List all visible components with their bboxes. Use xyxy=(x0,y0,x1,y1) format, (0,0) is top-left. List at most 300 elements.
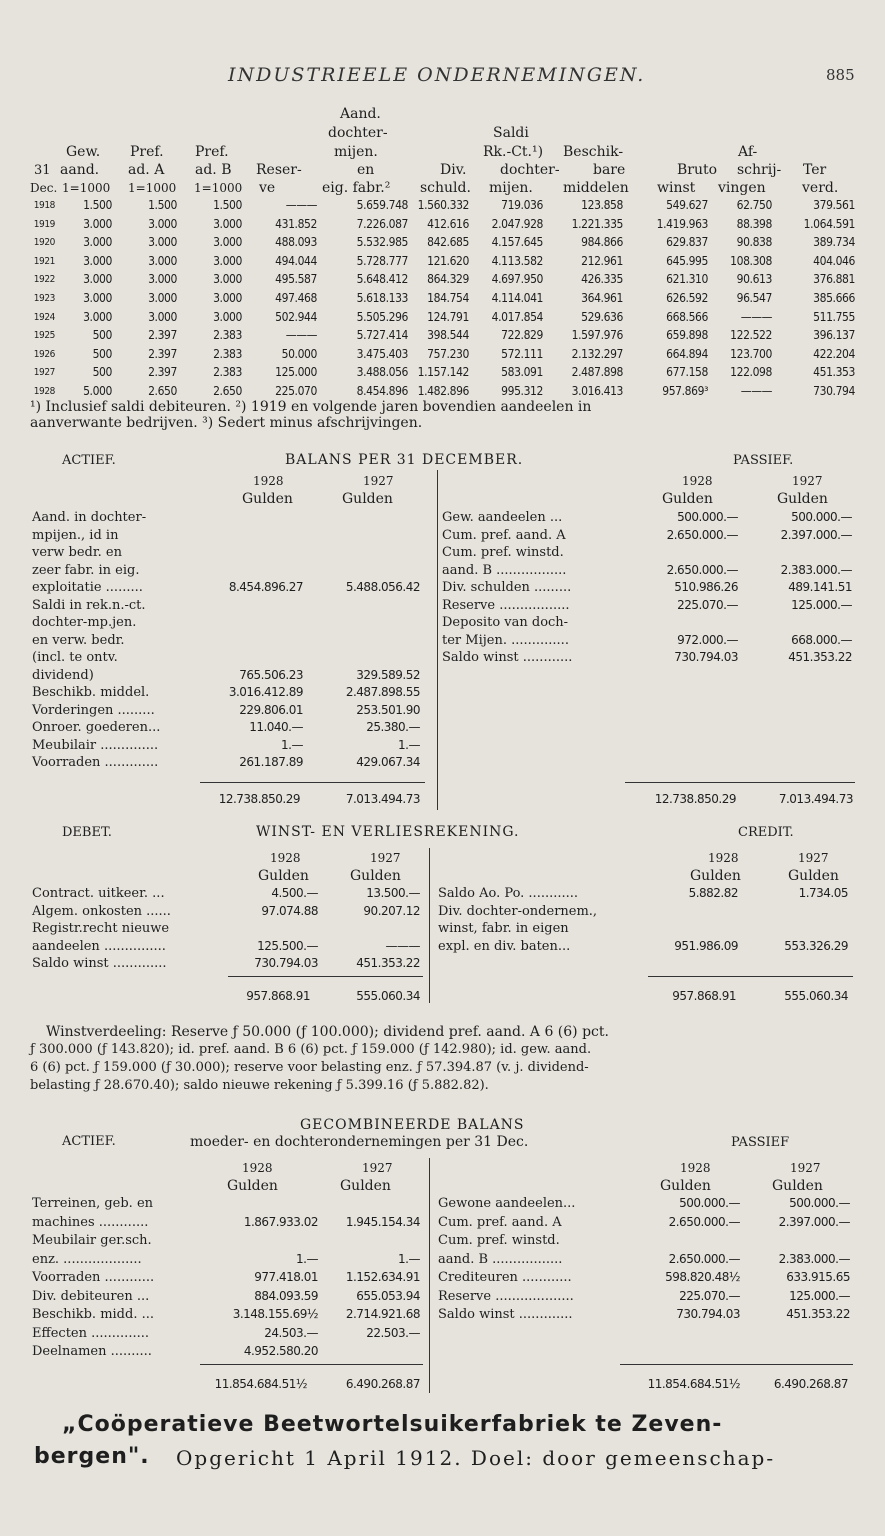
table-cell: 122.098 xyxy=(730,365,772,380)
table-cell: 3.475.403 xyxy=(356,346,408,361)
ledger-value: 2.650.000.— xyxy=(666,562,738,577)
gulden-1927: Gulden xyxy=(342,491,393,507)
table-cell: 4.114.041 xyxy=(491,291,543,305)
table-cell: 389.734 xyxy=(813,235,855,250)
winst-title: WINST- EN VERLIESREKENING. xyxy=(256,824,520,840)
table-cell: 4.017.854 xyxy=(491,309,543,324)
winstverdeeling-line-3: 6 (6) pct. ƒ 159.000 (ƒ 30.000); reserve voor belasting enz. ƒ 57.394.87 (v. j. dividend- xyxy=(30,1060,589,1075)
table-cell: 2.650 xyxy=(148,384,177,398)
table-cell: 121.620 xyxy=(427,253,469,268)
table-cell: 108.308 xyxy=(730,253,772,268)
winst-gulden-1928: Gulden xyxy=(258,868,309,884)
ledger-value: 730.794.03 xyxy=(254,956,318,970)
ledger-label: exploitatie ......... xyxy=(32,580,143,595)
table-cell: 500 xyxy=(92,328,112,343)
col-header-schrij: schrij- xyxy=(737,162,782,178)
table-cell: 96.547 xyxy=(736,291,772,305)
ledger-value: 500.000.— xyxy=(789,1196,850,1210)
table-cell: 549.627 xyxy=(666,198,708,212)
table-cell: 995.312 xyxy=(501,384,543,398)
winst-total-right-1927: 555.060.34 xyxy=(784,989,848,1003)
table-cell: 502.944 xyxy=(275,309,317,324)
col-header-af: Af- xyxy=(738,144,758,160)
ledger-label: ter Mijen. .............. xyxy=(442,632,569,648)
ledger-label: Terreinen, geb. en xyxy=(32,1196,154,1211)
table-cell: 2.487.898 xyxy=(571,365,623,380)
table-cell: 1.500 xyxy=(83,198,112,212)
col-header-ter: Ter xyxy=(803,162,827,178)
table-cell: 184.754 xyxy=(427,291,469,305)
winst-year-1928: 1928 xyxy=(270,851,301,865)
table-cell: 3.000 xyxy=(213,253,242,268)
footnote-1: ¹) Inclusief saldi debiteuren. ²) 1919 en volgende jaren bovendien aandeelen in xyxy=(30,399,592,415)
table-cell: 2.132.297 xyxy=(571,346,623,361)
gecomb-year-1927-right: 1927 xyxy=(790,1161,821,1175)
gulden-1928-right: Gulden xyxy=(662,491,713,507)
table-cell: 3.000 xyxy=(148,309,177,324)
table-cell: 2.383 xyxy=(213,328,242,343)
table-cell: 5.000 xyxy=(83,384,112,398)
table-cell: 664.894 xyxy=(666,346,708,361)
table-row-year: 1920 xyxy=(33,237,55,249)
table-cell: 3.016.413 xyxy=(571,384,623,398)
ledger-value: 125.500.— xyxy=(257,938,318,953)
ledger-label: (incl. te ontv. xyxy=(32,650,118,665)
col-header-div: Div. xyxy=(440,162,467,178)
ledger-label: Onroer. goederen... xyxy=(32,720,161,735)
ledger-label: Reserve ................... xyxy=(438,1288,574,1304)
table-row-year: 1922 xyxy=(33,274,55,286)
table-cell: 3.000 xyxy=(213,291,242,305)
ledger-label: Cum. pref. winstd. xyxy=(438,1233,560,1248)
ledger-value: 500.000.— xyxy=(677,510,738,524)
ledger-value: 13.500.— xyxy=(366,886,420,900)
gecomb-gulden-1927: Gulden xyxy=(340,1178,391,1194)
winst-gulden-1927-right: Gulden xyxy=(788,868,839,884)
table-cell: 398.544 xyxy=(427,328,469,343)
col-header-middelen: middelen xyxy=(563,180,629,196)
table-cell: 4.157.645 xyxy=(491,235,543,250)
table-cell: 864.329 xyxy=(427,272,469,287)
table-cell: 50.000 xyxy=(281,346,317,361)
ledger-value: 655.053.94 xyxy=(356,1288,420,1303)
table-cell: 511.755 xyxy=(813,309,855,324)
ledger-value: 2.487.898.55 xyxy=(345,685,420,699)
page-number: 885 xyxy=(826,66,855,84)
year-1928-right: 1928 xyxy=(682,474,713,488)
table-cell: 385.666 xyxy=(813,291,855,305)
table-cell: 1.221.335 xyxy=(571,216,623,231)
ledger-value: 510.986.26 xyxy=(674,580,738,594)
col-header-saldi: Saldi xyxy=(493,125,529,141)
ledger-label: Cum. pref. winstd. xyxy=(442,545,564,560)
gecomb-actief-label: ACTIEF. xyxy=(62,1134,116,1149)
ledger-value: 977.418.01 xyxy=(254,1270,318,1284)
ledger-label: Saldo winst ............. xyxy=(32,956,167,971)
ledger-value: 1.— xyxy=(281,737,303,752)
ledger-label: dividend) xyxy=(32,667,94,683)
table-cell: 722.829 xyxy=(501,328,543,343)
ledger-value: 429.067.34 xyxy=(356,755,420,769)
col-header-dochter2: dochter- xyxy=(500,162,560,178)
table-cell: 2.383 xyxy=(213,346,242,361)
ledger-value: 4.952.580.20 xyxy=(243,1344,318,1358)
col-header-verd: verd. xyxy=(802,180,839,196)
table-cell: 5.728.777 xyxy=(356,253,408,268)
ledger-label: aand. B ................. xyxy=(438,1251,563,1267)
ledger-value: 451.353.22 xyxy=(788,650,852,664)
gecomb-total-right-1928: 11.854.684.51½ xyxy=(647,1377,740,1391)
ledger-value: 951.986.09 xyxy=(674,938,738,953)
table-row-year: 1918 xyxy=(33,200,55,211)
col-header-aand2: aand. xyxy=(60,162,100,178)
year-1928: 1928 xyxy=(253,474,284,488)
ledger-value: 25.380.— xyxy=(366,720,420,734)
ledger-label: Meubilair ger.sch. xyxy=(32,1233,152,1248)
col-header-ad-a: ad. A xyxy=(128,162,165,178)
table-cell: 659.898 xyxy=(666,328,708,343)
ledger-label: Effecten .............. xyxy=(32,1325,149,1341)
gecomb-year-1928-right: 1928 xyxy=(680,1161,711,1175)
ledger-value: 90.207.12 xyxy=(363,903,420,918)
ledger-value: 884.093.59 xyxy=(254,1288,318,1303)
table-cell: 3.000 xyxy=(213,216,242,231)
table-cell: 124.791 xyxy=(427,309,469,324)
table-cell: 1.064.591 xyxy=(803,216,855,231)
table-row-year: 1927 xyxy=(33,367,55,379)
ledger-label: Deposito van doch- xyxy=(442,615,569,630)
company-name: „Coöperatieve Beetwortelsuikerfabriek te Zeven- xyxy=(62,1412,723,1437)
passief-label: PASSIEF. xyxy=(733,453,794,468)
ledger-value: 22.503.— xyxy=(366,1325,420,1340)
col-header-pref-b: Pref. xyxy=(195,144,229,160)
table-cell: ——— xyxy=(740,309,772,324)
gecomb-year-1927: 1927 xyxy=(362,1161,393,1175)
table-cell: 364.961 xyxy=(581,291,623,305)
company-name-cont: bergen". xyxy=(34,1444,150,1469)
table-row-year: 1921 xyxy=(33,255,55,267)
col-header-dochter: dochter- xyxy=(328,125,388,141)
ledger-value: 3.016.412.89 xyxy=(228,685,303,699)
table-cell: 583.091 xyxy=(501,365,543,380)
table-row-year: 1924 xyxy=(33,311,55,323)
gulden-1927-right: Gulden xyxy=(777,491,828,507)
table-row-year: 1923 xyxy=(33,293,55,304)
ledger-label: Saldo winst ............ xyxy=(442,650,573,665)
ledger-label: Meubilair .............. xyxy=(32,737,159,753)
table-cell: 125.000 xyxy=(275,365,317,380)
col-header-beschik: Beschik- xyxy=(563,144,624,160)
ledger-value: 125.000.— xyxy=(791,597,852,612)
table-cell: 3.000 xyxy=(148,216,177,231)
ledger-label: Saldo Ao. Po. ............ xyxy=(438,886,579,901)
table-cell: 422.204 xyxy=(813,346,855,361)
ledger-value: 2.397.000.— xyxy=(780,527,852,542)
winst-total-left-1928: 957.868.91 xyxy=(246,989,310,1003)
ledger-value: 4.500.— xyxy=(271,886,318,900)
col-header-rkct: Rk.-Ct.¹) xyxy=(483,144,544,160)
table-cell: 626.592 xyxy=(666,291,708,305)
table-cell: 88.398 xyxy=(736,216,772,231)
ledger-value: 598.820.48½ xyxy=(665,1270,740,1284)
ledger-label: Registr.recht nieuwe xyxy=(32,921,170,936)
winstverdeeling-line-2: ƒ 300.000 (ƒ 143.820); id. pref. aand. B 6 (6) pct. ƒ 159.000 (ƒ 142.980); id. gew. aand. xyxy=(30,1042,592,1057)
ledger-label: aand. B ................. xyxy=(442,562,567,578)
col-header-winst: winst xyxy=(657,180,696,196)
table-cell: 3.000 xyxy=(213,235,242,250)
table-cell: 1.419.963 xyxy=(656,216,708,231)
table-cell: 396.137 xyxy=(813,328,855,343)
table-cell: 431.852 xyxy=(275,216,317,231)
table-cell: 212.961 xyxy=(581,253,623,268)
table-cell: 984.866 xyxy=(581,235,623,250)
ledger-label: Cum. pref. aand. A xyxy=(442,527,566,543)
table-cell: 494.044 xyxy=(275,253,317,268)
ledger-label: Beschikb. middel. xyxy=(32,685,150,700)
ledger-value: ——— xyxy=(385,938,420,953)
col-header-vingen: vingen xyxy=(718,180,766,196)
ledger-value: 1.— xyxy=(398,1251,420,1266)
table-row-year: 1919 xyxy=(33,218,55,230)
col-header-31: 31 xyxy=(34,163,51,178)
ledger-value: 2.650.000.— xyxy=(668,1214,740,1229)
table-cell: 5.532.985 xyxy=(356,235,408,250)
table-cell: 3.000 xyxy=(83,253,112,268)
table-cell: 1.500 xyxy=(148,198,177,212)
table-cell: 379.561 xyxy=(813,198,855,212)
table-cell: 2.650 xyxy=(213,384,242,398)
table-cell: 3.000 xyxy=(83,235,112,250)
ledger-label: Voorraden ............. xyxy=(32,755,159,770)
ledger-value: 11.040.— xyxy=(249,720,303,734)
table-cell: 1.597.976 xyxy=(571,328,623,343)
table-cell: 90.613 xyxy=(736,272,772,287)
ledger-value: 451.353.22 xyxy=(786,1307,850,1321)
ledger-value: 253.501.90 xyxy=(356,702,420,717)
ledger-label: Div. dochter-ondernem., xyxy=(438,903,598,919)
ledger-value: 97.074.88 xyxy=(261,903,318,918)
gecomb-gulden-1928-right: Gulden xyxy=(660,1178,711,1194)
ledger-value: 2.397.000.— xyxy=(778,1214,850,1229)
ledger-value: 2.650.000.— xyxy=(666,527,738,542)
ledger-value: 1.152.634.91 xyxy=(345,1270,420,1284)
balans-total-right-1928: 12.738.850.29 xyxy=(654,792,736,806)
footnote-2: aanverwante bedrijven. ³) Sedert minus afschrijvingen. xyxy=(30,415,423,431)
ledger-label: expl. en div. baten... xyxy=(438,938,571,954)
ledger-value: 553.326.29 xyxy=(784,938,848,953)
table-cell: 225.070 xyxy=(275,384,317,398)
col-header-pa1000: 1=1000 xyxy=(128,181,177,195)
table-cell: 5.618.133 xyxy=(356,291,408,305)
ledger-value: 24.503.— xyxy=(264,1325,318,1340)
winstverdeeling-line-1: Winstverdeeling: Reserve ƒ 50.000 (ƒ 100.000); dividend pref. aand. A 6 (6) pct. xyxy=(46,1024,609,1040)
table-cell: 62.750 xyxy=(736,198,772,212)
ledger-value: 225.070.— xyxy=(679,1288,740,1303)
table-cell: 2.383 xyxy=(213,365,242,380)
ledger-value: 2.383.000.— xyxy=(778,1251,850,1266)
ledger-label: en verw. bedr. xyxy=(32,632,125,648)
ledger-label: verw bedr. en xyxy=(32,545,122,560)
actief-label: ACTIEF. xyxy=(62,453,116,468)
ledger-label: aandeelen ............... xyxy=(32,938,166,954)
table-cell: 2.047.928 xyxy=(491,216,543,231)
ledger-value: 451.353.22 xyxy=(356,956,420,970)
table-cell: ——— xyxy=(740,384,772,398)
table-cell: 730.794 xyxy=(813,384,855,398)
table-cell: 451.353 xyxy=(813,365,855,380)
table-cell: 500 xyxy=(92,365,112,380)
table-cell: 529.636 xyxy=(581,309,623,324)
table-cell: 412.616 xyxy=(427,216,469,231)
ledger-value: 2.650.000.— xyxy=(668,1251,740,1266)
winst-year-1927: 1927 xyxy=(370,851,401,865)
gulden-1928: Gulden xyxy=(242,491,293,507)
ledger-value: 1.— xyxy=(296,1251,318,1266)
ledger-label: Div. schulden ......... xyxy=(442,580,572,595)
table-cell: 5.659.748 xyxy=(356,198,408,212)
ledger-value: 765.506.23 xyxy=(239,667,303,682)
table-cell: 5.648.412 xyxy=(356,272,408,287)
ledger-label: Div. debiteuren ... xyxy=(32,1288,150,1304)
winst-total-right-1928: 957.868.91 xyxy=(672,989,736,1003)
table-cell: 5.727.414 xyxy=(356,328,408,343)
table-cell: 3.000 xyxy=(83,291,112,305)
col-header-ad-b: ad. B xyxy=(195,162,232,178)
table-cell: 426.335 xyxy=(581,272,623,287)
ledger-value: 261.187.89 xyxy=(239,755,303,769)
table-cell: 7.226.087 xyxy=(356,216,408,231)
table-cell: 1.482.896 xyxy=(417,384,469,398)
table-cell: 572.111 xyxy=(501,346,543,361)
ledger-value: 125.000.— xyxy=(789,1288,850,1303)
ledger-label: zeer fabr. in eig. xyxy=(32,562,140,578)
ledger-value: 668.000.— xyxy=(791,632,852,647)
ledger-value: 2.714.921.68 xyxy=(345,1307,420,1321)
table-cell: 621.310 xyxy=(666,272,708,287)
ledger-label: Voorraden ............ xyxy=(32,1270,155,1285)
table-cell: 376.881 xyxy=(813,272,855,287)
ledger-value: 1.— xyxy=(398,737,420,752)
col-header-en: en xyxy=(357,162,375,178)
gecomb-year-1928: 1928 xyxy=(242,1161,273,1175)
ledger-label: Saldo winst ............. xyxy=(438,1307,573,1322)
gecomb-total-left-1927: 6.490.268.87 xyxy=(345,1377,420,1391)
balans-total-left-1928: 12.738.850.29 xyxy=(218,792,300,806)
table-cell: 677.158 xyxy=(666,365,708,380)
ledger-label: Gew. aandeelen ... xyxy=(442,510,563,525)
table-cell: 404.046 xyxy=(813,253,855,268)
table-row-year: 1925 xyxy=(33,330,55,342)
table-cell: 8.454.896 xyxy=(356,384,408,398)
ledger-value: 489.141.51 xyxy=(788,580,852,594)
gecomb-title: GECOMBINEERDE BALANS xyxy=(300,1117,525,1133)
gecomb-passief-label: PASSIEF xyxy=(731,1135,790,1150)
table-cell: 497.468 xyxy=(275,291,317,305)
table-cell: 2.397 xyxy=(148,365,177,380)
ledger-label: Gewone aandeelen... xyxy=(438,1196,576,1211)
balans-total-right-1927: 7.013.494.73 xyxy=(778,792,853,806)
ledger-label: machines ............ xyxy=(32,1214,149,1230)
ledger-label: Deelnamen .......... xyxy=(32,1344,152,1359)
ledger-value: 972.000.— xyxy=(677,632,738,647)
ledger-label: Vorderingen ......... xyxy=(32,702,155,718)
balans-title: BALANS PER 31 DECEMBER. xyxy=(285,452,524,468)
ledger-value: 1.734.05 xyxy=(798,886,848,900)
ledger-value: 1.945.154.34 xyxy=(345,1214,420,1229)
table-cell: 122.522 xyxy=(730,328,772,343)
col-header-mijen2: mijen. xyxy=(489,180,533,196)
table-cell: 5.505.296 xyxy=(356,309,408,324)
year-1927: 1927 xyxy=(363,474,394,488)
ledger-label: dochter-mp.jen. xyxy=(32,615,137,630)
gecomb-gulden-1927-right: Gulden xyxy=(772,1178,823,1194)
table-cell: 719.036 xyxy=(501,198,543,212)
winst-gulden-1927: Gulden xyxy=(350,868,401,884)
winst-gulden-1928-right: Gulden xyxy=(690,868,741,884)
table-cell: 90.838 xyxy=(736,235,772,250)
table-cell: 1.560.332 xyxy=(417,198,469,212)
ledger-label: Contract. uitkeer. ... xyxy=(32,886,165,901)
col-header-dec: Dec. xyxy=(30,181,58,195)
table-cell: ——— xyxy=(285,328,317,343)
ledger-value: 730.794.03 xyxy=(674,650,738,664)
col-header-bare: bare xyxy=(593,162,626,178)
ledger-value: 3.148.155.69½ xyxy=(232,1307,318,1321)
ledger-label: Beschikb. midd. ... xyxy=(32,1307,154,1322)
ledger-label: Saldi in rek.n.-ct. xyxy=(32,597,146,613)
gecomb-total-left-1928: 11.854.684.51½ xyxy=(214,1377,307,1391)
table-cell: 2.397 xyxy=(148,346,177,361)
ledger-value: 500.000.— xyxy=(791,510,852,524)
gecomb-subtitle: moeder- en dochterondernemingen per 31 Dec. xyxy=(190,1134,529,1150)
table-cell: 757.230 xyxy=(427,346,469,361)
table-cell: 3.000 xyxy=(213,309,242,324)
col-header-pref-a: Pref. xyxy=(130,144,164,160)
ledger-value: 2.383.000.— xyxy=(780,562,852,577)
col-header-g1000: 1=1000 xyxy=(62,181,111,195)
credit-label: CREDIT. xyxy=(738,825,794,840)
table-cell: 4.113.582 xyxy=(491,253,543,268)
ledger-label: Crediteuren ............ xyxy=(438,1270,572,1285)
table-cell: 3.000 xyxy=(148,235,177,250)
col-header-schuld: schuld. xyxy=(420,180,471,196)
year-1927-right: 1927 xyxy=(792,474,823,488)
table-cell: 4.697.950 xyxy=(491,272,543,287)
ledger-value: 8.454.896.27 xyxy=(228,580,303,594)
col-header-ve: ve xyxy=(259,180,276,196)
table-cell: 842.685 xyxy=(427,235,469,250)
col-header-eig: eig. fabr.² xyxy=(322,180,391,196)
ledger-value: 730.794.03 xyxy=(676,1307,740,1321)
table-cell: 500 xyxy=(92,346,112,361)
table-cell: 123.858 xyxy=(581,198,623,212)
balans-total-left-1927: 7.013.494.73 xyxy=(345,792,420,806)
company-desc: Opgericht 1 April 1912. Doel: door gemeenschap- xyxy=(176,1446,776,1470)
table-cell: 2.397 xyxy=(148,328,177,343)
winst-total-left-1927: 555.060.34 xyxy=(356,989,420,1003)
ledger-value: 329.589.52 xyxy=(356,667,420,682)
winst-year-1928-right: 1928 xyxy=(708,851,739,865)
table-cell: 3.488.056 xyxy=(356,365,408,380)
table-cell: 1.500 xyxy=(213,198,242,212)
table-row-year: 1928 xyxy=(33,386,55,397)
ledger-value: 500.000.— xyxy=(679,1196,740,1210)
ledger-value: 633.915.65 xyxy=(786,1270,850,1284)
table-cell: 629.837 xyxy=(666,235,708,250)
table-row-year: 1926 xyxy=(33,348,55,360)
ledger-label: Cum. pref. aand. A xyxy=(438,1214,562,1230)
col-header-reser: Reser- xyxy=(256,162,302,178)
